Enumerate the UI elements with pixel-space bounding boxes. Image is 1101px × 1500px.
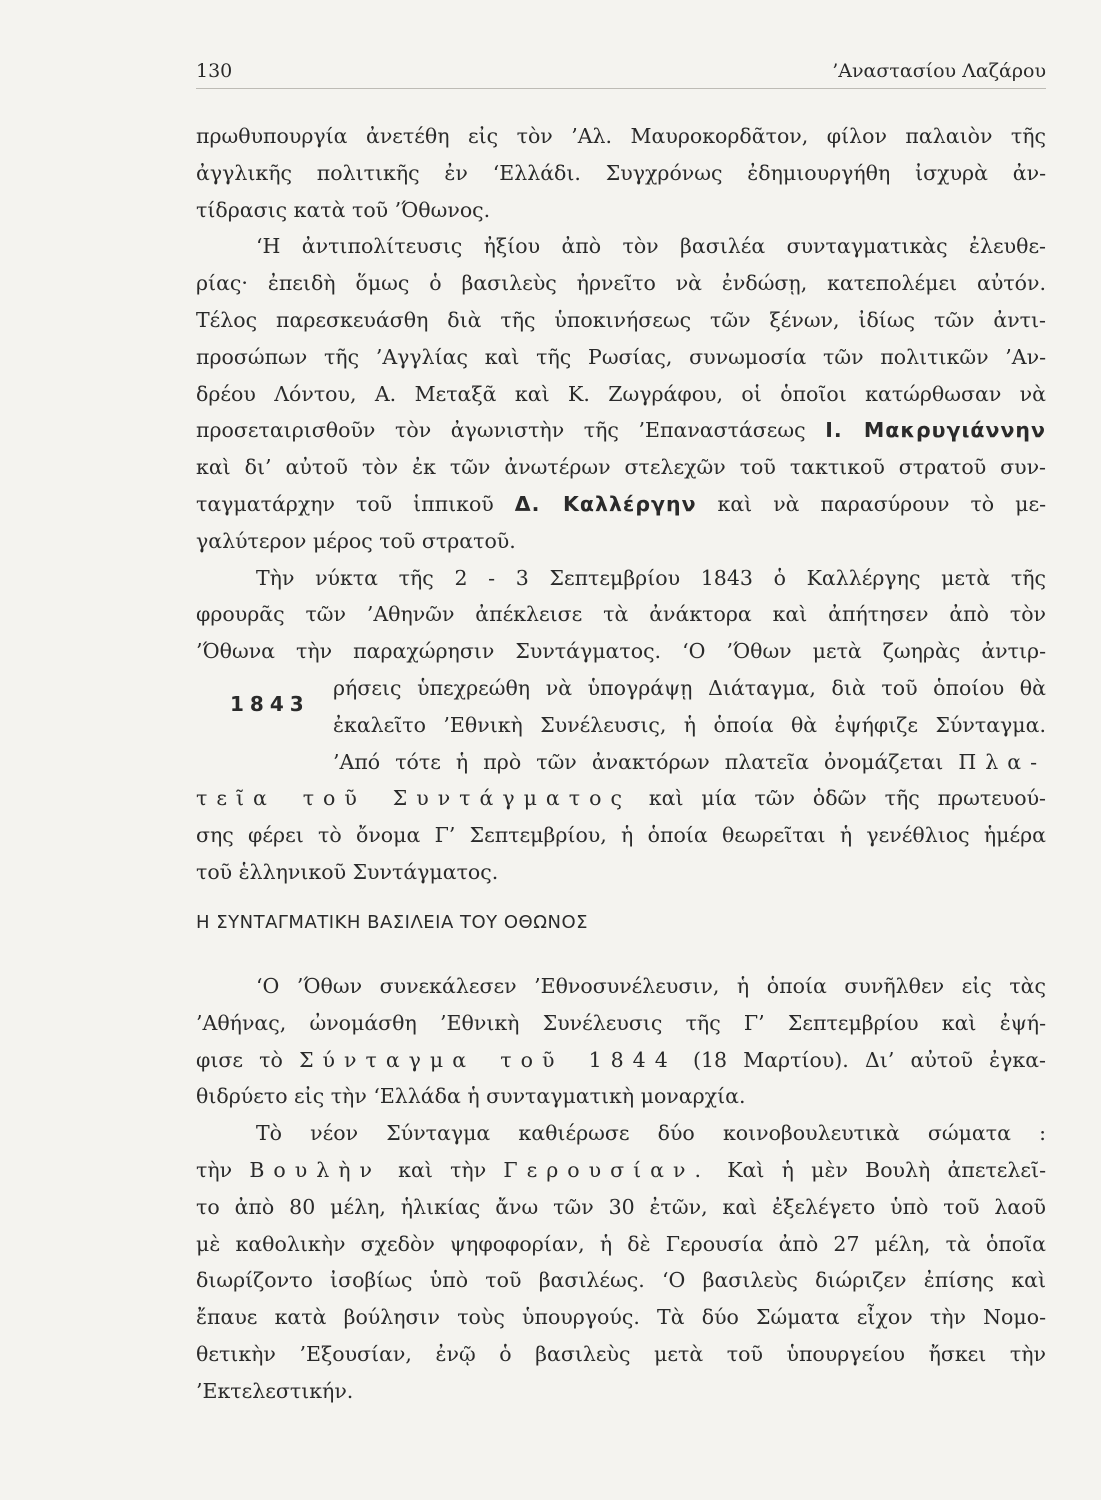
text-line: ρήσεις ὑπεχρεώθη νὰ ὑπογράψῃ Διάταγμα, διὰ τοῦ ὁποίου θὰ: [333, 675, 1046, 700]
text-line: φρουρᾶς τῶν ’Αθηνῶν ἀπέκλεισε τὰ ἀνάκτορα καὶ ἀπήτησεν ἀπὸ τὸν: [196, 602, 1046, 627]
running-head: ’Αναστασίου Λαζάρου: [832, 60, 1046, 82]
section-heading: Η ΣΥΝΤΑΓΜΑΤΙΚΗ ΒΑΣΙΛΕΙΑ ΤΟΥ ΟΘΩΝΟΣ: [196, 912, 588, 933]
text-line: μὲ καθολικὴν σχεδὸν ψηφοφορίαν, ἡ δὲ Γερουσία ἀπὸ 27 μέλη, τὰ ὁποῖα: [196, 1231, 1046, 1256]
text-line: προσώπων τῆς ’Αγγλίας καὶ τῆς Ρωσίας, συνωμοσία τῶν πολιτικῶν ’Αν-: [196, 344, 1046, 369]
text-line: διωρίζοντο ἰσοβίως ὑπὸ τοῦ βασιλέως. ‘Ο βασιλεὺς διώριζεν ἐπίσης καὶ: [196, 1268, 1046, 1293]
text-line: ’Αθήνας, ὠνομάσθη ’Εθνικὴ Συνέλευσις τῆς Γ’ Σεπτεμβρίου καὶ ἐψή-: [196, 1010, 1046, 1035]
text-line: καὶ δι’ αὐτοῦ τὸν ἐκ τῶν ἀνωτέρων στελεχῶν τοῦ τακτικοῦ στρατοῦ συν-: [196, 455, 1046, 480]
margin-year: 1843: [230, 692, 310, 716]
name-kallergis: Δ. Καλλέργην: [514, 491, 697, 516]
text-line: ’Όθωνα τὴν παραχώρησιν Συντάγματος. ‘Ο ’Όθων μετὰ ζωηρὰς ἀντιρ-: [196, 639, 1046, 664]
text-line: φισε τὸ Σύνταγμα τοῦ 1844 (18 Μαρτίου). Δι’ αὐτοῦ ἐγκα-: [196, 1047, 1046, 1072]
text-line: τοῦ ἑλληνικοῦ Συντάγματος.: [196, 859, 499, 884]
text-line: ταγματάρχην τοῦ ἱππικοῦ Δ. Καλλέργην καὶ νὰ παρασύρουν τὸ με-: [196, 491, 1046, 516]
text-line: το ἀπὸ 80 μέλη, ἡλικίας ἄνω τῶν 30 ἐτῶν, καὶ ἐξελέγετο ὑπὸ τοῦ λαοῦ: [196, 1194, 1046, 1219]
text-line: ‘Ο ’Όθων συνεκάλεσεν ’Εθνοσυνέλευσιν, ἡ ὁποία συνῆλθεν εἰς τὰς: [256, 974, 1046, 998]
text-line: Τὴν νύκτα τῆς 2 - 3 Σεπτεμβρίου 1843 ὁ Καλλέργης μετὰ τῆς: [256, 565, 1046, 590]
body-text-lower: [196, 968, 1046, 1410]
body-text-upper: [196, 118, 1046, 891]
text-line: ρίας· ἐπειδὴ ὅμως ὁ βασιλεὺς ἠρνεῖτο νὰ ἐνδώσῃ, κατεπολέμει αὐτόν.: [196, 271, 1046, 296]
text-line: ἀγγλικῆς πολιτικῆς ἐν ‘Ελλάδι. Συγχρόνως ἐδημιουργήθη ἰσχυρὰ ἀν-: [196, 160, 1046, 185]
text-line: ἔπαυε κατὰ βούλησιν τοὺς ὑπουργούς. Τὰ δύο Σώματα εἶχον τὴν Νομο-: [196, 1305, 1046, 1330]
name-makrygiannis: Ι. Μακρυγιάννην: [825, 418, 1046, 443]
text-line: πρωθυπουργία ἀνετέθη εἰς τὸν ’Αλ. Μαυροκορδᾶτον, φίλον παλαιὸν τῆς: [196, 124, 1046, 148]
text-line: προσεταιρισθοῦν τὸν ἀγωνιστὴν τῆς ’Επαναστάσεως Ι. Μακρυγιάννην: [196, 418, 1046, 443]
text-line: σης φέρει τὸ ὄνομα Γ’ Σεπτεμβρίου, ἡ ὁποία θεωρεῖται ἡ γενέθλιος ἡμέρα: [196, 823, 1046, 848]
text-line: ’Από τότε ἡ πρὸ τῶν ἀνακτόρων πλατεῖα ὀνομάζεται Πλα-: [333, 749, 1046, 774]
text-line: τίδρασις κατὰ τοῦ ’Όθωνος.: [196, 197, 491, 222]
text-line: ‘Η ἀντιπολίτευσις ἠξίου ἀπὸ τὸν βασιλέα συνταγματικὰς ἐλευθε-: [256, 234, 1046, 259]
text-line: θετικὴν ’Εξουσίαν, ἐνῷ ὁ βασιλεὺς μετὰ τοῦ ὑπουργείου ἤσκει τὴν: [196, 1341, 1046, 1366]
page-number: 130: [196, 60, 233, 82]
text-line: δρέου Λόντου, Α. Μεταξᾶ καὶ Κ. Ζωγράφου, οἱ ὁποῖοι κατώρθωσαν νὰ: [196, 381, 1046, 406]
text-line: ’Εκτελεστικήν.: [196, 1378, 354, 1403]
text-line: τὴν Βουλὴν καὶ τὴν Γερουσίαν. Καὶ ἡ μὲν Βουλὴ ἀπετελεῖ-: [196, 1157, 1047, 1182]
text-line: θιδρύετο εἰς τὴν ‘Ελλάδα ἡ συνταγματικὴ μοναρχία.: [196, 1084, 746, 1109]
text-line: τεῖα τοῦ Συντάγματος καὶ μία τῶν ὁδῶν τῆς πρωτευού-: [196, 786, 1046, 811]
text-line: Τέλος παρεσκευάσθη διὰ τῆς ὑποκινήσεως τῶν ξένων, ἰδίως τῶν ἀντι-: [196, 307, 1046, 332]
text-line: Τὸ νέον Σύνταγμα καθιέρωσε δύο κοινοβουλευτικὰ σώματα :: [256, 1121, 1046, 1146]
text-line: γαλύτερον μέρος τοῦ στρατοῦ.: [196, 528, 516, 553]
page-header: [196, 58, 1046, 89]
text-line: ἐκαλεῖτο ’Εθνικὴ Συνέλευσις, ἡ ὁποία θὰ ἐψήφιζε Σύνταγμα.: [333, 712, 1046, 737]
